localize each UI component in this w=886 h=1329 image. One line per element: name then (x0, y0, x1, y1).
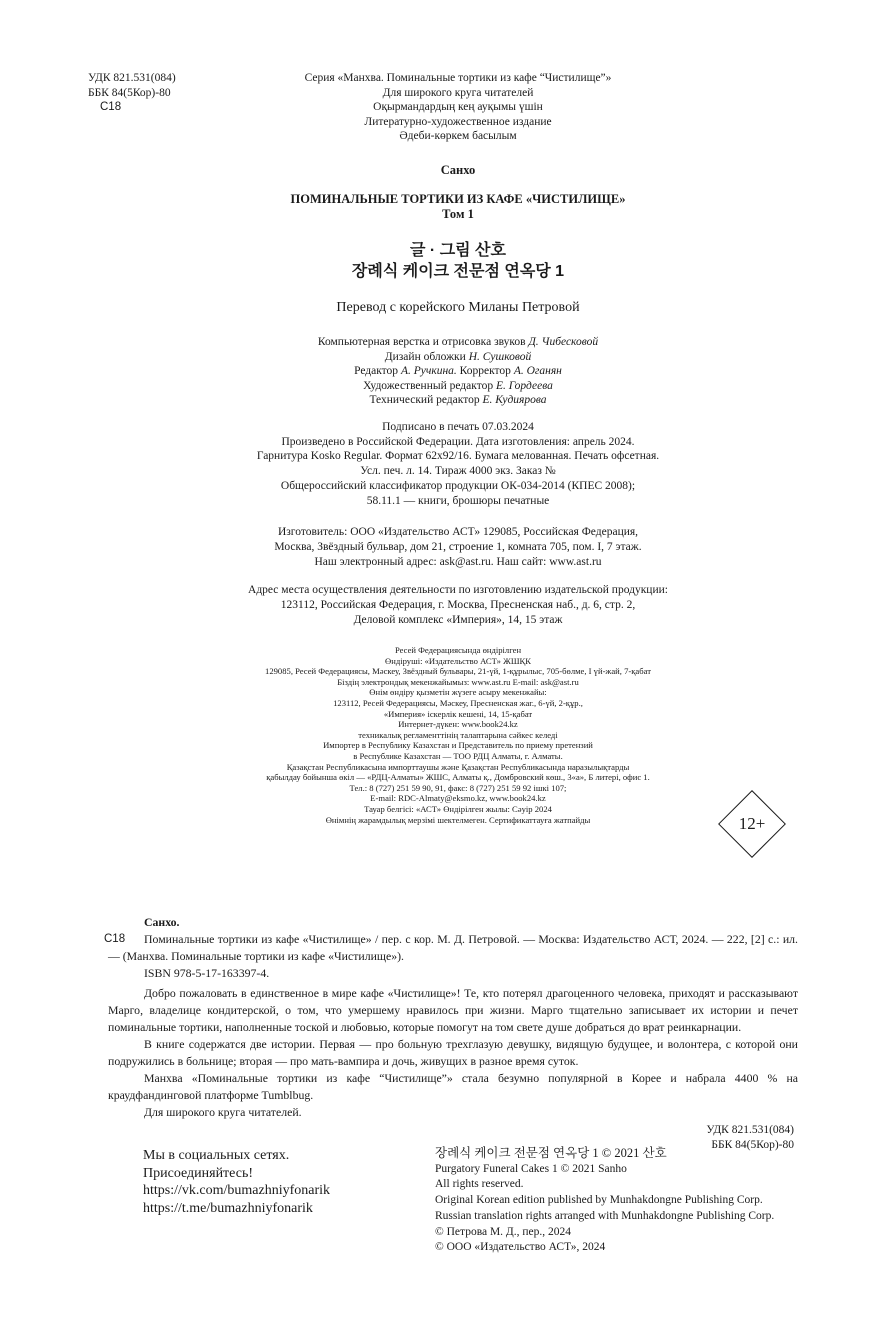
series-line: Серия «Манхва. Поминальные тортики из кафе “Чистилище”» (304, 72, 612, 84)
copyright-line: © ООО «Издательство АСТ», 2024 (435, 1241, 606, 1254)
social-block (143, 1147, 330, 1217)
korean-title-block (0, 240, 886, 282)
kazakh-line: «Империя» іскерлік кешені, 14, 15-қабат (383, 708, 533, 719)
series-line: Литературно-художественное издание (364, 115, 552, 128)
copyright-line: Purgatory Funeral Cakes 1 © 2021 Sanho (435, 1162, 627, 1175)
author-name: Санхо (440, 163, 476, 177)
print-line: Общероссийский классификатор продукции ОК-034-2014 (КПЕС 2008); (280, 479, 636, 492)
print-line: 58.11.1 — книги, брошюры печатные (366, 494, 550, 507)
staff-name: Д. Чибесковой (528, 336, 599, 348)
kazakh-line: Біздің электрондық мекенжайымыз: www.ast.ru E-mail: ask@ast.ru (337, 676, 579, 687)
kazakh-line: в Республике Казахстан — ТОО РДЦ Алматы, г. Алматы. (353, 750, 563, 761)
volume: Том 1 (442, 207, 474, 221)
manufacturer-line: Изготовитель: ООО «Издательство АСТ» 129085, Российская Федерация, (277, 526, 639, 538)
staff-name: Е. Гордеева (495, 379, 553, 392)
kazakh-line: Қазақстан Республикасына импорттаушы және Қазақстан Республикасында наразылықтарды (286, 761, 630, 772)
title-block (0, 192, 886, 222)
kazakh-line: Өндіруші: «Издательство АСТ» ЖШҚК (385, 655, 531, 666)
staff-role: Корректор (459, 365, 511, 378)
kazakh-line: Ресей Федерациясында өндірілген (394, 645, 522, 655)
kazakh-line: 123112, Ресей Федерациясы, Мәскеу, Пресненская жаг., 6-үй, 2-құр., (333, 697, 583, 708)
vk-link[interactable]: https://vk.com/bumazhniyfonarik (143, 1183, 331, 1198)
author-code: С18 (100, 101, 122, 113)
staff-role: Дизайн обложки (384, 350, 466, 363)
kazakh-line: 129085, Ресей Федерациясы, Мәскеу, Звёздный бульвары, 21-үй, 1-құрылыс, 705-бөлме, I үй-жай, 7-қабат (265, 666, 651, 677)
staff-line (0, 393, 886, 408)
biblio-entry-wrap (104, 931, 798, 965)
biblio-author: Санхо. (144, 915, 180, 929)
address-line: Деловой комплекс «Империя», 14, 15 этаж (353, 614, 563, 626)
print-info-block (0, 420, 886, 508)
staff-line (0, 350, 886, 365)
series-line: Оқырмандардың кең ауқымы үшін (373, 101, 543, 113)
social-line: Присоединяйтесь! (143, 1165, 253, 1181)
kazakh-line: Тел.: 8 (727) 251 59 90, 91, факс: 8 (727) 251 59 92 ішкі 107; (349, 782, 567, 793)
bibliographic-block (104, 914, 798, 1121)
annotation-paragraph: Добро пожаловать в единственное в мире кафе «Чистилище»! Те, кто потерял драгоценного человека, приходят и рассказывают Марго, владелице кондитерской, о том, что умершему нравилось при жизни. Марго тщательно записывает их истории и печет поминальные тортики, наполненные тоской и любовью, которые помогут на том свете душе добраться до врат реинкарнации. (108, 986, 798, 1034)
kazakh-line: Интернет-дүкен: www.book24.kz (398, 719, 518, 730)
korean-credit: 글 · 그림 산호 (410, 242, 506, 259)
manufacturer-block (0, 525, 886, 570)
annotation-paragraph: Для широкого круга читателей. (144, 1105, 302, 1119)
print-line: Произведено в Российской Федерации. Дата изготовления: апрель 2024. (281, 435, 635, 448)
kazakh-line: техникалық регламенттінің талаптарына сәйкес келеді (358, 729, 558, 740)
staff-role: Редактор (354, 365, 399, 378)
staff-block (0, 335, 886, 408)
staff-role: Компьютерная верстка и отрисовка звуков (317, 336, 526, 348)
copyright-line: All rights reserved. (435, 1178, 524, 1191)
staff-line (0, 335, 886, 350)
korean-title: 장례식 케이크 전문점 연옥당 1 (351, 263, 565, 280)
staff-name: А. Оганян (513, 365, 562, 378)
isbn: ISBN 978-5-17-163397-4. (144, 966, 270, 980)
bbk-code: ББК 84(5Кор)-80 (711, 1139, 794, 1151)
series-line: Әдеби-көркем басылым (399, 130, 517, 142)
address-line: 123112, Российская Федерация, г. Москва, Пресненская наб., д. 6, стр. 2, (280, 599, 636, 611)
staff-name: А. Ручкина. (400, 365, 457, 378)
manufacturer-line: Москва, Звёздный бульвар, дом 21, строение 1, комната 705, пом. I, 7 этаж. (274, 541, 642, 553)
udk-code: УДК 821.531(084) (88, 72, 176, 84)
translation-credit: Перевод с корейского Миланы Петровой (336, 300, 580, 315)
annotation-paragraph: В книге содержатся две истории. Первая — про больную трехглазую девушку, видящую будущее, и волонтера, с которой они подружились в больнице; вторая — про мать-вампира и дочь, живущих в разное время суток. (108, 1037, 798, 1068)
annotation-paragraph: Манхва «Поминальные тортики из кафе “Чистилище”» стала безумно популярной в Корее и набрала 4400 % на краудфандинговой платформе Tumblbug. (108, 1071, 798, 1102)
kazakh-line: Өнім өндіру қызметін жүзеге асыру мекенжайы: (369, 687, 547, 698)
book-title: ПОМИНАЛЬНЫЕ ТОРТИКИ ИЗ КАФЕ «ЧИСТИЛИЩЕ» (290, 192, 626, 206)
series-block (0, 71, 886, 144)
kazakh-line: Импортер в Республику Казахстан и Представитель по приему претензий (323, 740, 593, 751)
print-line: Гарнитура Kosko Regular. Формат 62х92/16. Бумага мелованная. Печать офсетная. (256, 450, 660, 463)
bbk-code: ББК 84(5Кор)-80 (88, 86, 171, 99)
print-line: Усл. печ. л. 14. Тираж 4000 экз. Заказ № (360, 465, 556, 478)
copyright-line: 장례식 케이크 전문점 연옥당 1 © 2021 산호 (435, 1146, 667, 1160)
biblio-code: С18 (104, 933, 126, 945)
copyright-line: Original Korean edition published by Munhakdongne Publishing Corp. (435, 1194, 763, 1207)
age-rating-badge (718, 790, 786, 858)
production-address-block (0, 583, 886, 628)
age-rating: 12+ (738, 814, 766, 833)
kazakh-line: E-mail: RDC-Almaty@eksmo.kz, www.book24.kz (370, 793, 546, 804)
staff-name: Е. Кудиярова (482, 394, 547, 407)
kazakh-line: қабылдау бойынша өкіл — «РДЦ-Алматы» ЖШС, Алматы қ., Домбровский көш., 3«а», Б литері, офис 1. (266, 772, 650, 783)
series-line: Для широкого круга читателей (382, 86, 534, 99)
biblio-entry: Поминальные тортики из кафе «Чистилище» / пер. с кор. М. Д. Петровой. — Москва: Издательство АСТ, 2024. — 222, [2] с.: ил. — (Манхва. Поминальные тортики из кафе «Чистилище»). (108, 932, 798, 963)
staff-line (0, 364, 886, 379)
staff-line (0, 379, 886, 394)
kazakh-line: Өнімнің жарамдылық мерзімі шектелмеген. Сертификаттауға жатпайды (325, 814, 591, 825)
social-line: Мы в социальных сетях. (143, 1148, 290, 1163)
staff-role: Технический редактор (369, 394, 480, 407)
copyright-line: Russian translation rights arranged with Munhakdongne Publishing Corp. (435, 1209, 775, 1222)
udk-code: УДК 821.531(084) (706, 1124, 794, 1136)
address-line: Адрес места осуществления деятельности по изготовлению издательской продукции: (248, 584, 668, 596)
staff-name: Н. Сушковой (468, 350, 532, 363)
print-line: Подписано в печать 07.03.2024 (382, 421, 534, 433)
staff-role: Художественный редактор (363, 379, 494, 392)
manufacturer-line: Наш электронный адрес: ask@ast.ru. Наш сайт: www.ast.ru (314, 556, 602, 568)
telegram-link[interactable]: https://t.me/bumazhniyfonarik (143, 1200, 313, 1216)
copyright-block (435, 1146, 774, 1256)
copyright-line: © Петрова М. Д., пер., 2024 (435, 1225, 572, 1238)
kazakh-line: Тауар белгісі: «АСТ» Өндірілген жылы: Сәуір 2024 (364, 803, 552, 814)
